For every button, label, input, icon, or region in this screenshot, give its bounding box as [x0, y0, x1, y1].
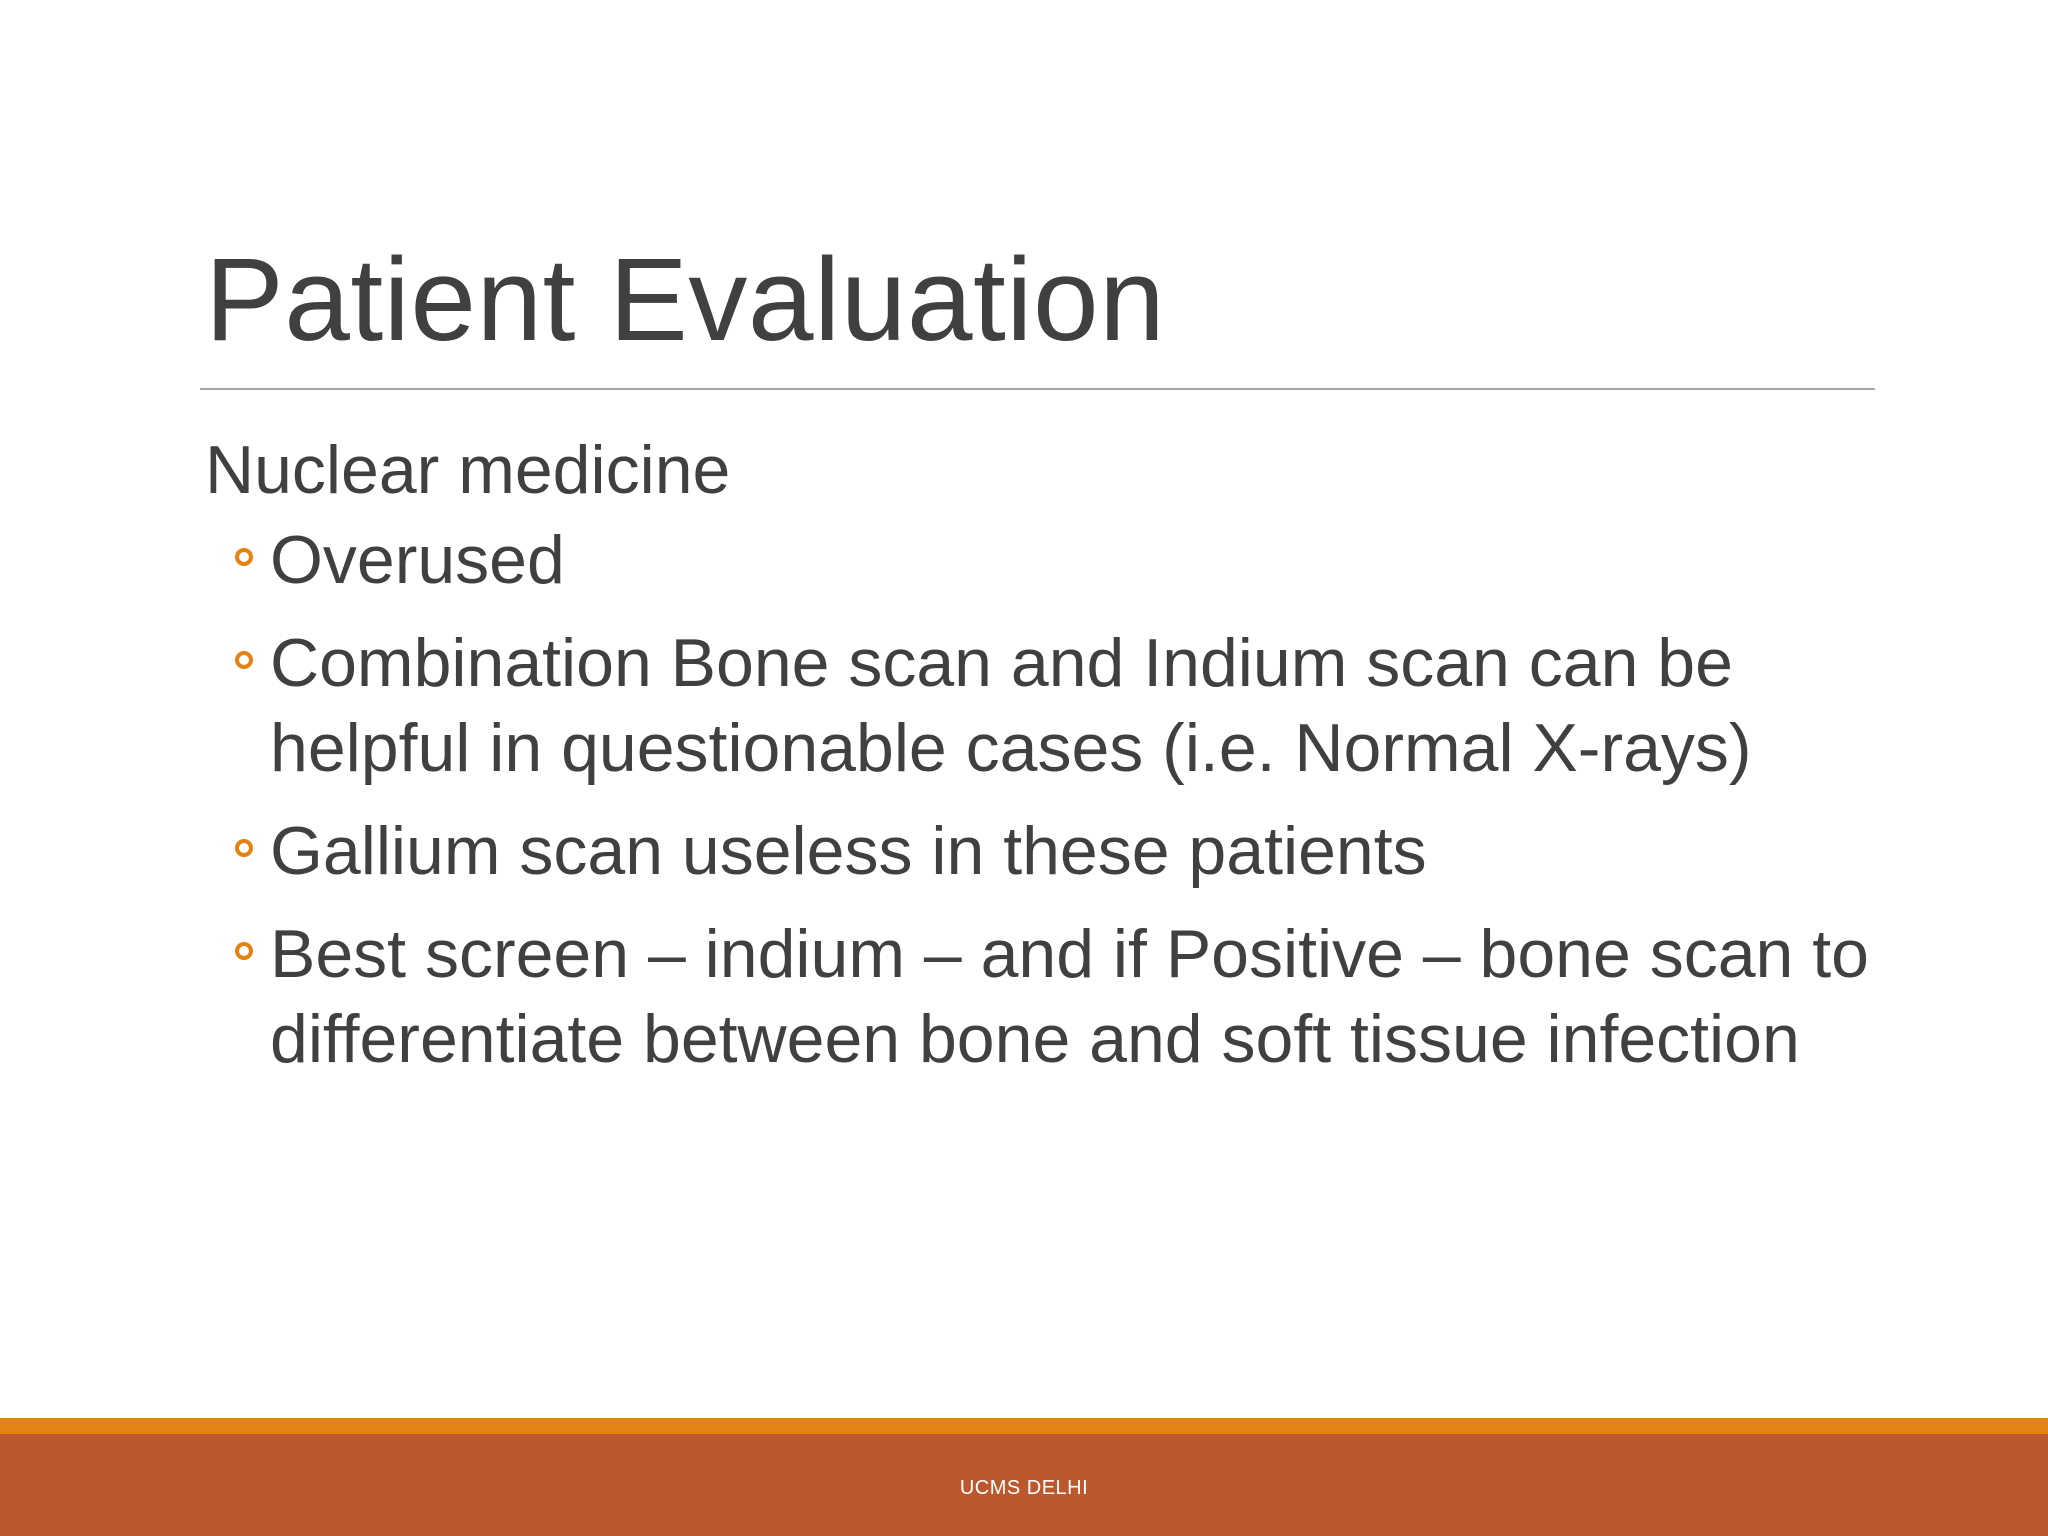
footer-label: UCMS DELHI	[959, 1477, 1089, 1499]
bullet-text: Gallium scan useless in these patients	[270, 812, 1427, 889]
hollow-circle-bullet-icon	[235, 942, 253, 960]
slide-body	[205, 430, 1885, 1100]
slide-title: Patient Evaluation	[205, 234, 1166, 366]
list-item	[205, 621, 1885, 791]
list-item	[205, 912, 1885, 1082]
bullet-text: Best screen – indium – and if Positive – bone scan to differentiate between bone and soft tissue infection	[270, 915, 1869, 1077]
hollow-circle-bullet-icon	[235, 548, 253, 566]
list-item	[205, 518, 1885, 603]
title-divider	[200, 388, 1875, 390]
hollow-circle-bullet-icon	[235, 839, 253, 857]
footer-accent-stripe	[0, 1418, 2048, 1434]
bullet-text: Overused	[270, 521, 565, 598]
hollow-circle-bullet-icon	[235, 651, 253, 669]
list-item	[205, 809, 1885, 894]
bullet-list	[205, 518, 1885, 1082]
section-heading: Nuclear medicine	[205, 432, 731, 508]
bullet-text: Combination Bone scan and Indium scan can be helpful in questionable cases (i.e. Normal X-rays)	[270, 624, 1752, 786]
